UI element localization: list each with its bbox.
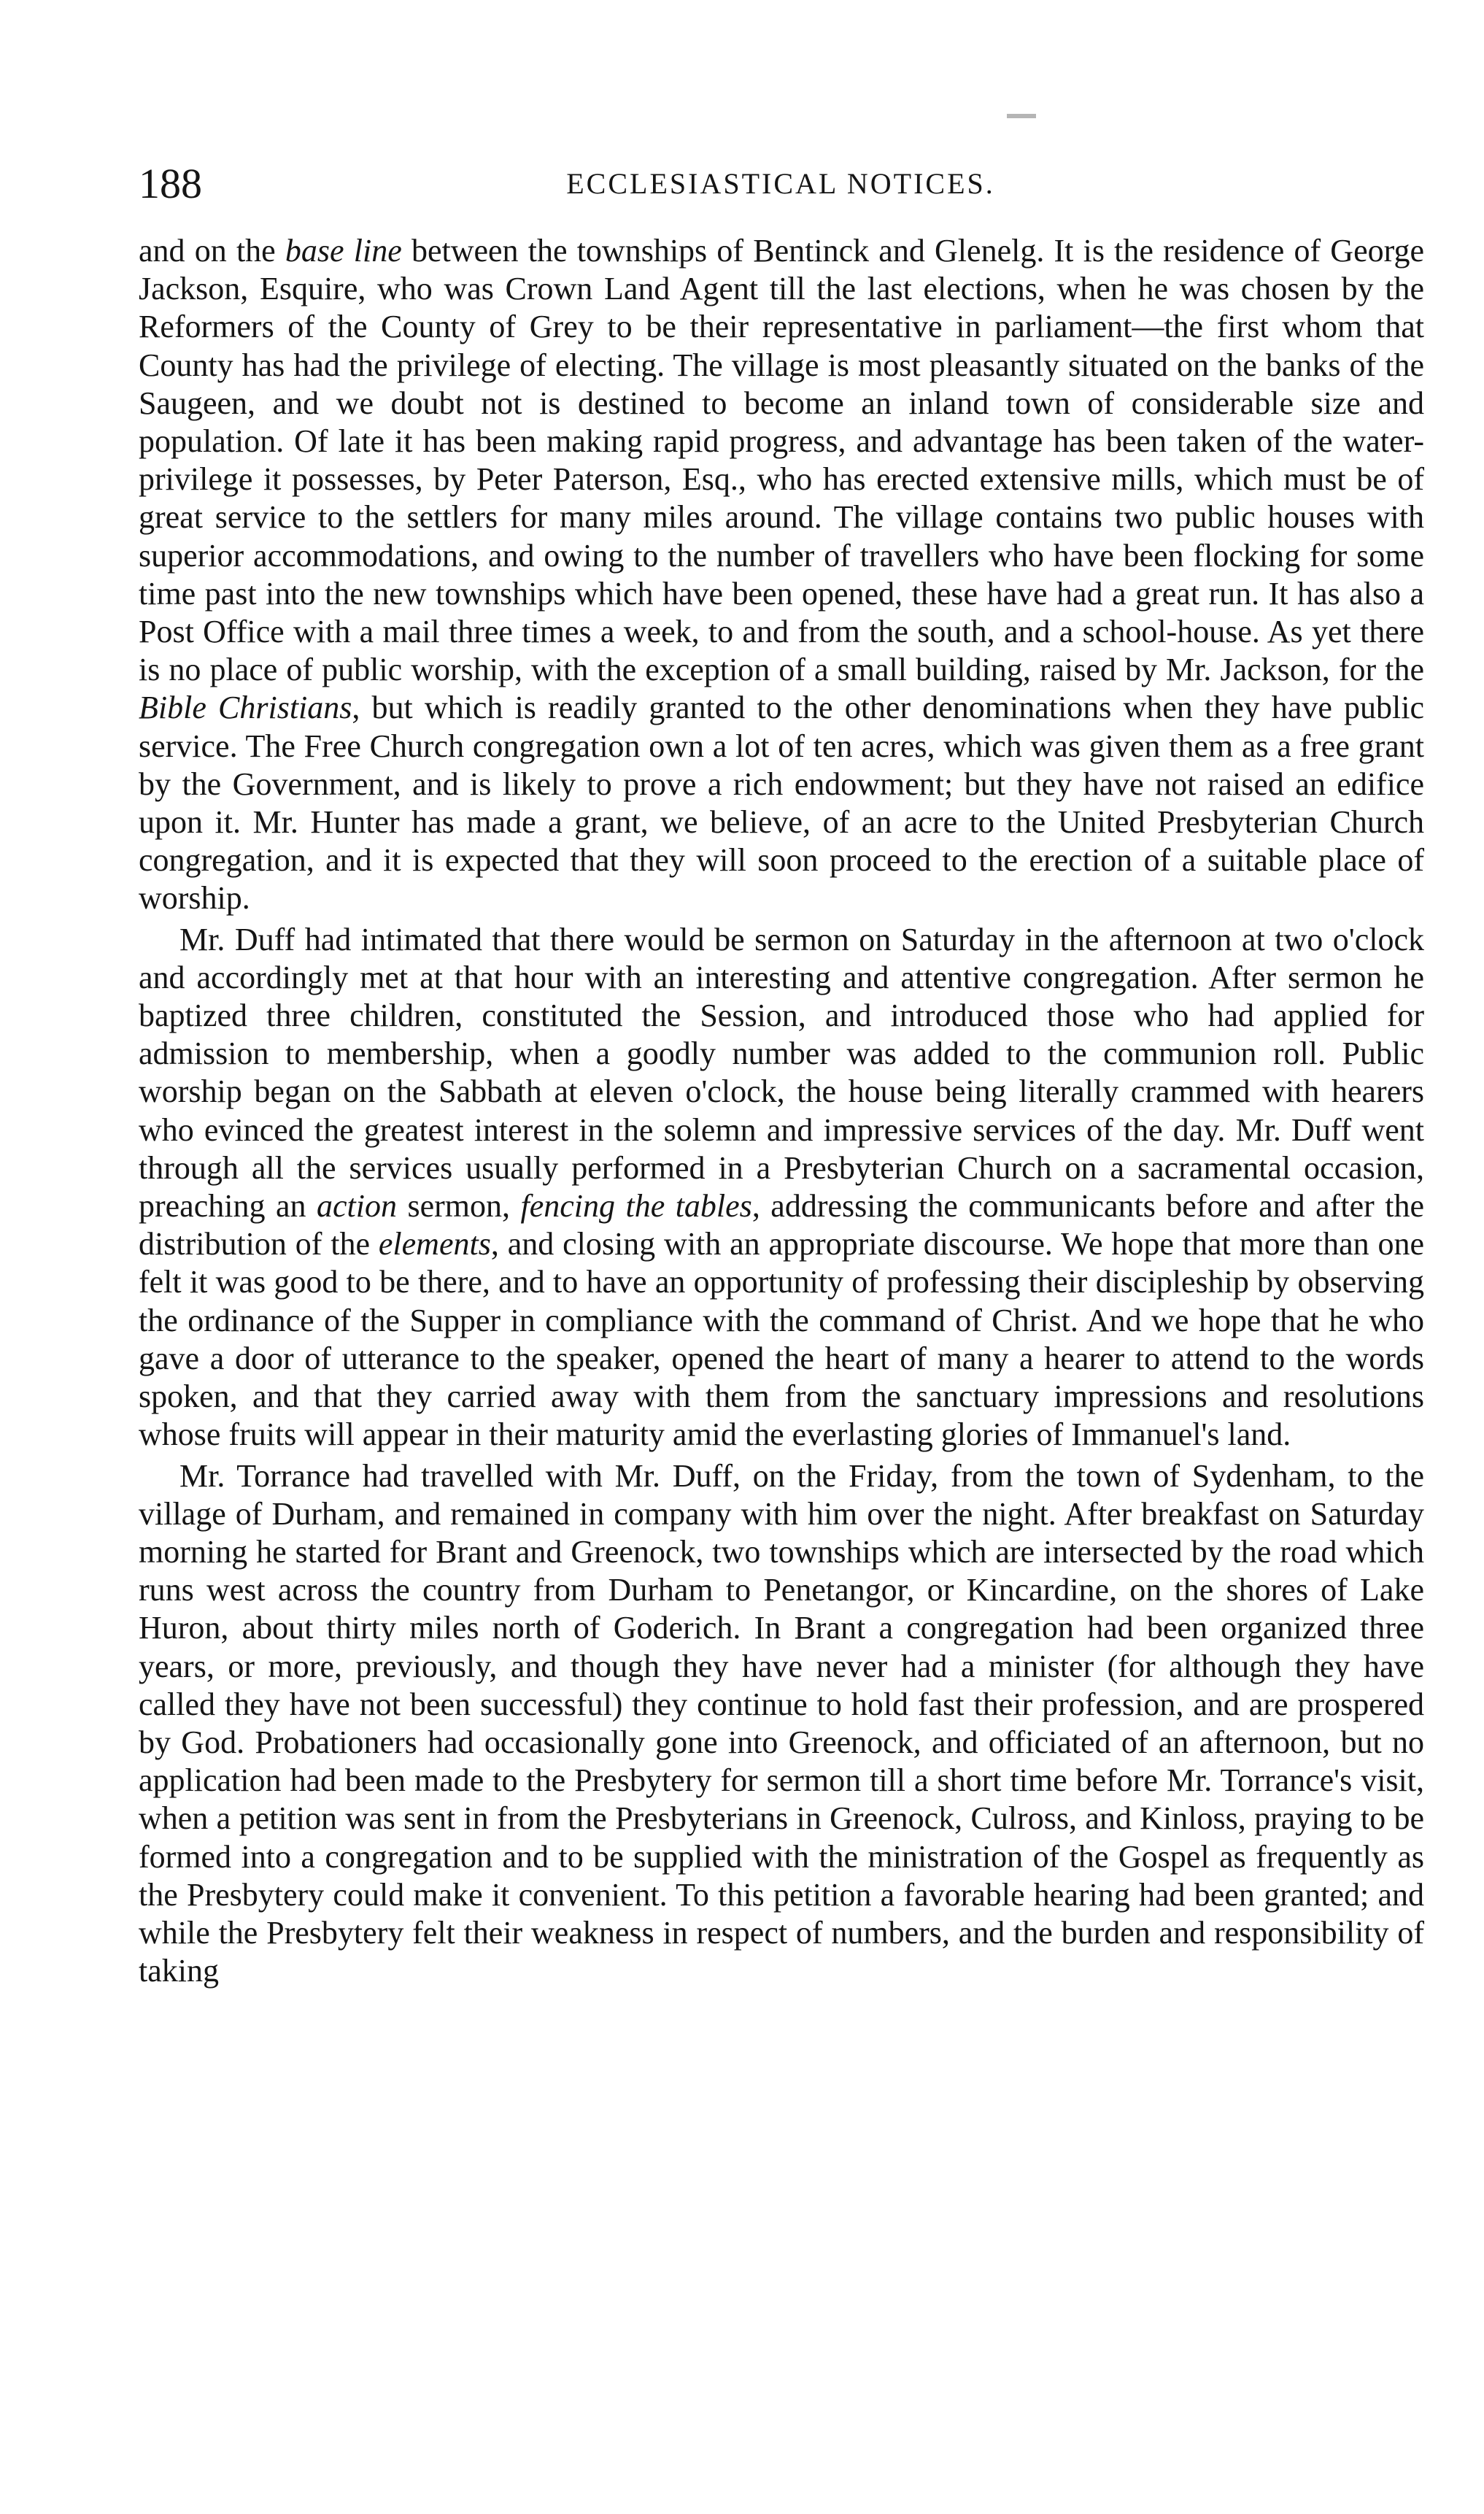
paragraph-base-line [139, 232, 1424, 918]
scan-smudge [1007, 114, 1036, 118]
running-title: ECCLESIASTICAL NOTICES. [566, 167, 995, 200]
italic-text-run: elements [378, 1226, 491, 1262]
text-run: and on the [139, 233, 285, 269]
paragraph-mr-duff-sermon [139, 921, 1424, 1454]
text-run: , and closing with an appropriate discourse. We hope that more than one felt it was good to be there, and to have an opportunity of professing their discipleship by observing the ordinance of the Supper in compliance with the command of Christ. And we hope that he who gave a door of utterance to the speaker, opened the heart of many a hearer to attend to the words spoken, and that they carried away with them from the sanctuary impressions and resolutions whose fruits will appear in their maturity amid the everlasting glories of Immanuel's land. [139, 1226, 1424, 1453]
page-header [139, 155, 1423, 213]
italic-text-run: Bible Christians [139, 690, 352, 726]
italic-text-run: action [316, 1188, 397, 1225]
text-run: , but which is readily granted to the other denominations when they have public service. The Free Church congregation own a lot of ten acres, which was given them as a free grant by the Government, and is likely to prove a rich endowment; but they have not raised an edifice upon it. Mr. Hunter has made a grant, we believe, of an acre to the United Presbyterian Church congregation, and it is expected that they will soon proceed to the erection of a suitable place of worship. [139, 690, 1424, 917]
text-run: , addressing the communicants before and after the distribution of the [139, 1188, 1424, 1262]
page-number: 188 [139, 160, 202, 207]
article-body [139, 232, 1424, 1990]
text-run: between the townships of Bentinck and Glenelg. It is the residence of George Jackson, Esquire, who was Crown Land Agent till the last elections, when he was chosen by the Reformers of the County of Grey to be their representative in parliament—the first whom that County has had the privilege of electing. The village is most pleasantly situated on the banks of the Saugeen, and we doubt not is destined to become an inland town of considerable size and population. Of late it has been making rapid progress, and advantage has been taken of the water-privilege it possesses, by Peter Paterson, Esq., who has erected extensive mills, which must be of great service to the settlers for many miles around. The village contains two public houses with superior accommodations, and owing to the number of travellers who have been flocking for some time past into the new townships which have been opened, these have had a great run. It has also a Post Office with a mail three times a week, to and from the south, and a school-house. As yet there is no place of public worship, with the exception of a small building, raised by Mr. Jackson, for the [139, 233, 1424, 688]
italic-text-run: base line [285, 233, 402, 269]
text-run: Mr. Torrance had travelled with Mr. Duff, on the Friday, from the town of Sydenham, to the village of Durham, and remained in company with him over the night. After breakfast on Saturday morning he started for Brant and Greenock, two townships which are intersected by the road which runs west across the country from Durham to Penetangor, or Kincardine, on the shores of Lake Huron, about thirty miles north of Goderich. In Brant a congregation had been organized three years, or more, previously, and though they have never had a minister (for although they have called they have not been successful) they continue to hold fast their profession, and are prospered by God. Probationers had occasionally gone into Greenock, and officiated of an afternoon, but no application had been made to the Presbytery for sermon till a short time before Mr. Torrance's visit, when a petition was sent in from the Presbyterians in Greenock, Culross, and Kinloss, praying to be formed into a congregation and to be supplied with the ministration of the Gospel as frequently as the Presbytery could make it convenient. To this petition a favorable hearing had been granted; and while the Presbytery felt their weakness in respect of numbers, and the burden and responsibility of taking [139, 1457, 1424, 1989]
text-run: sermon, [396, 1188, 521, 1225]
italic-text-run: fencing the tables [520, 1188, 752, 1225]
text-run: Mr. Duff had intimated that there would be sermon on Saturday in the afternoon at two o'clock and accordingly met at that hour with an interesting and attentive congregation. After sermon he baptized three children, constituted the Session, and introduced those who had applied for admission to membership, when a goodly number was added to the communion roll. Public worship began on the Sabbath at eleven o'clock, the house being literally crammed with hearers who evinced the greatest interest in the solemn and impressive services of the day. Mr. Duff went through all the services usually performed in a Presbyterian Church on a sacramental occasion, preaching an [139, 921, 1424, 1225]
paragraph-mr-torrance-travels [139, 1457, 1424, 1991]
